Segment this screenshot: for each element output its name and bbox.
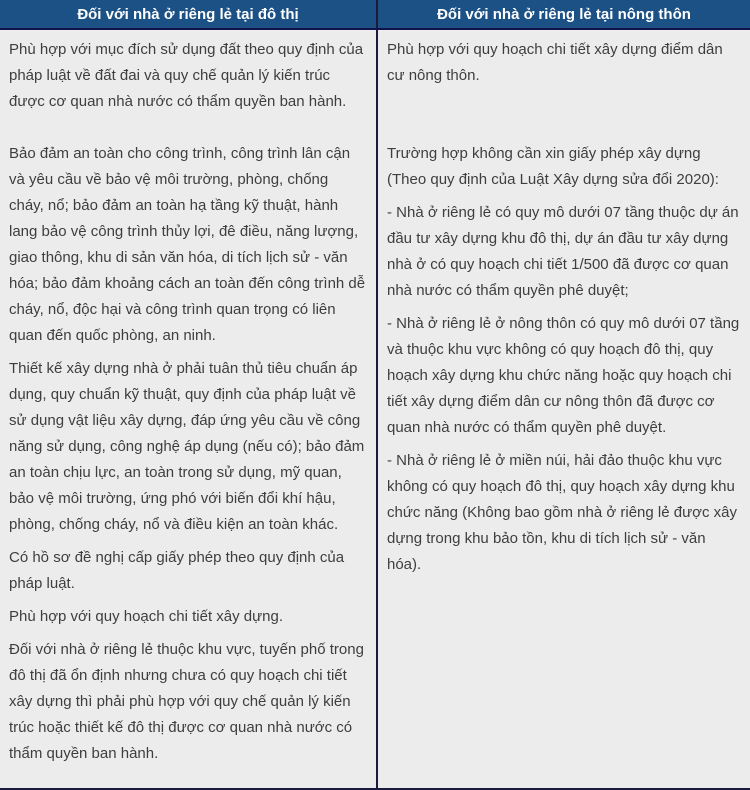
column-header-rural: Đối với nhà ở riêng lẻ tại nông thôn (377, 0, 750, 29)
paragraph: - Nhà ở riêng lẻ ở miền núi, hải đảo thuộc khu vực không có quy hoạch đô thị, quy hoạch xây dựng khu chức năng (Không bao gồm nhà ở riêng lẻ được xây dựng trong khu bảo tồn, khu di tích lịch sử - văn hóa). (387, 452, 737, 573)
cell-urban-row2 (0, 134, 377, 789)
cell-urban-row1 (0, 29, 377, 134)
paragraph: Có hồ sơ đề nghị cấp giấy phép theo quy định của pháp luật. (9, 549, 345, 592)
paragraph: - Nhà ở riêng lẻ có quy mô dưới 07 tầng thuộc dự án đầu tư xây dựng khu đô thị, dự án đầu tư xây dựng nhà ở có quy hoạch chi tiết 1/500 đã được cơ quan nhà nước có thẩm quyền phê duyệt; (387, 204, 739, 299)
table-row (0, 29, 750, 134)
table-row (0, 134, 750, 789)
paragraph: Trường hợp không cần xin giấy phép xây dựng (Theo quy định của Luật Xây dựng sửa đổi 2020): (387, 145, 719, 188)
paragraph: Phù hợp với quy hoạch chi tiết xây dựng. (9, 608, 284, 625)
paragraph: Bảo đảm an toàn cho công trình, công trình lân cận và yêu cầu về bảo vệ môi trường, phòng, chống cháy, nổ; bảo đảm an toàn hạ tầng kỹ thuật, hành lang bảo vệ công trình thủy lợi, đê điều, năng lượng, giao thông, khu di sản văn hóa, di tích lịch sử - văn hóa; bảo đảm khoảng cách an toàn đến công trình dễ cháy, nổ, độc hại và công trình quan trọng có liên quan đến quốc phòng, an ninh. (9, 145, 366, 344)
cell-rural-row1 (377, 29, 750, 134)
paragraph: Thiết kế xây dựng nhà ở phải tuân thủ tiêu chuẩn áp dụng, quy chuẩn kỹ thuật, quy định của pháp luật về sử dụng vật liệu xây dựng, đáp ứng yêu cầu về công năng sử dụng, công nghệ áp dụng (nếu có); bảo đảm an toàn chịu lực, an toàn trong sử dụng, mỹ quan, bảo vệ môi trường, ứng phó với biến đổi khí hậu, phòng, chống cháy, nổ và điều kiện an toàn khác. (9, 360, 365, 533)
column-header-urban: Đối với nhà ở riêng lẻ tại đô thị (0, 0, 377, 29)
paragraph: Phù hợp với quy hoạch chi tiết xây dựng điểm dân cư nông thôn. (387, 41, 723, 84)
paragraph: Phù hợp với mục đích sử dụng đất theo quy định của pháp luật về đất đai và quy chế quản lý kiến trúc được cơ quan nhà nước có thẩm quyền ban hành. (9, 41, 364, 110)
cell-rural-row2 (377, 134, 750, 789)
paragraph: - Nhà ở riêng lẻ ở nông thôn có quy mô dưới 07 tầng và thuộc khu vực không có quy hoạch đô thị, quy hoạch xây dựng khu chức năng hoặc quy hoạch chi tiết xây dựng điểm dân cư nông thôn đã được cơ quan nhà nước có thẩm quyền phê duyệt. (387, 315, 740, 436)
paragraph: Đối với nhà ở riêng lẻ thuộc khu vực, tuyến phố trong đô thị đã ổn định nhưng chưa có quy hoạch chi tiết xây dựng thì phải phù hợp với quy chế quản lý kiến trúc hoặc thiết kế đô thị được cơ quan nhà nước có thẩm quyền ban hành. (9, 641, 364, 762)
header-row (0, 0, 750, 29)
